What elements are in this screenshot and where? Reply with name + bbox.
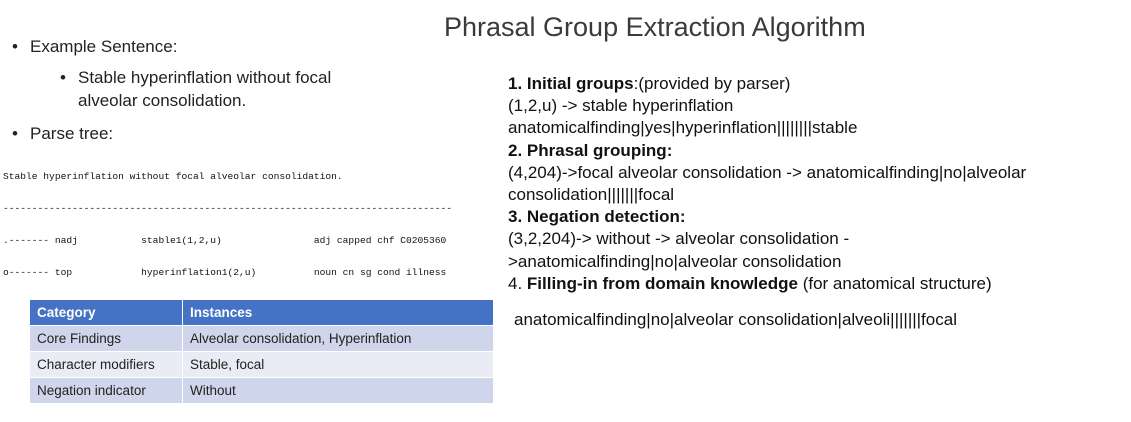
parse-tree-row: o------- top hyperinflation1(2,u) noun cn sg cond illness [3, 266, 447, 278]
table-cell: Without [183, 378, 494, 404]
page-title: Phrasal Group Extraction Algorithm [444, 12, 866, 42]
step-1-heading [508, 73, 1128, 95]
step-3-line: (3,2,204)-> without -> alveolar consolidation - [508, 229, 850, 249]
table-cell: Stable, focal [183, 352, 494, 378]
step-4-result: anatomicalfinding|no|alveolar consolidation|alveoli|||||||focal [514, 310, 957, 330]
bullet-parse-label: Parse tree: [30, 124, 114, 143]
step-4-note: (for anatomical structure) [797, 273, 992, 293]
step-3-line: >anatomicalfinding|no|alveolar consolidation [508, 251, 842, 271]
table-header-instances: Instances [183, 300, 494, 326]
parse-tree-output [3, 151, 499, 297]
bullet-example-sentence [12, 37, 177, 57]
example-line-1: Stable hyperinflation without focal [78, 68, 332, 87]
step-3-heading [508, 206, 1128, 228]
step-2-line: (4,204)->focal alveolar consolidation -> anatomicalfinding|no|alveolar [508, 162, 1027, 182]
bullet-dot: • [12, 124, 18, 143]
bullet-example-text [60, 66, 331, 112]
example-sentence-text [78, 66, 331, 112]
step-2-title: 2. Phrasal grouping: [508, 140, 673, 160]
table-cell: Core Findings [30, 326, 183, 352]
step-4-number: 4. [508, 273, 527, 293]
table-row [30, 326, 494, 352]
bullet-example-label: Example Sentence: [30, 37, 178, 56]
table-cell: Character modifiers [30, 352, 183, 378]
table-cell: Negation indicator [30, 378, 183, 404]
step-1-line: (1,2,u) -> stable hyperinflation [508, 96, 734, 116]
step-4-title: Filling-in from domain knowledge [526, 273, 798, 293]
parse-tree-row: .------- nadj stable1(1,2,u) adj capped chf C0205360 [3, 234, 447, 246]
step-3-title: 3. Negation detection: [508, 207, 686, 227]
table-row [30, 378, 494, 404]
example-line-2: alveolar consolidation. [78, 91, 247, 110]
step-1-note: :(provided by parser) [633, 74, 791, 93]
table-header-row [30, 300, 494, 326]
parse-tree-sentence: Stable hyperinflation without focal alveolar consolidation. [3, 171, 343, 183]
step-2-heading [508, 140, 1128, 162]
table-cell: Alveolar consolidation, Hyperinflation [183, 326, 494, 352]
step-4-heading [508, 273, 1128, 295]
bullet-dot: • [12, 37, 18, 56]
step-2-line: consolidation|||||||focal [508, 185, 675, 205]
step-1-line: anatomicalfinding|yes|hyperinflation||||||||stable [508, 118, 858, 138]
bullet-parse-tree [12, 124, 113, 144]
parse-tree-rule: ------------------------------------------------------------------------------ [3, 202, 453, 214]
algorithm-steps [508, 73, 1128, 331]
table-header-category: Category [30, 300, 183, 326]
table-row [30, 352, 494, 378]
bullet-dot: • [60, 68, 66, 87]
step-1-title: 1. Initial groups [508, 74, 634, 93]
category-table [30, 300, 494, 403]
